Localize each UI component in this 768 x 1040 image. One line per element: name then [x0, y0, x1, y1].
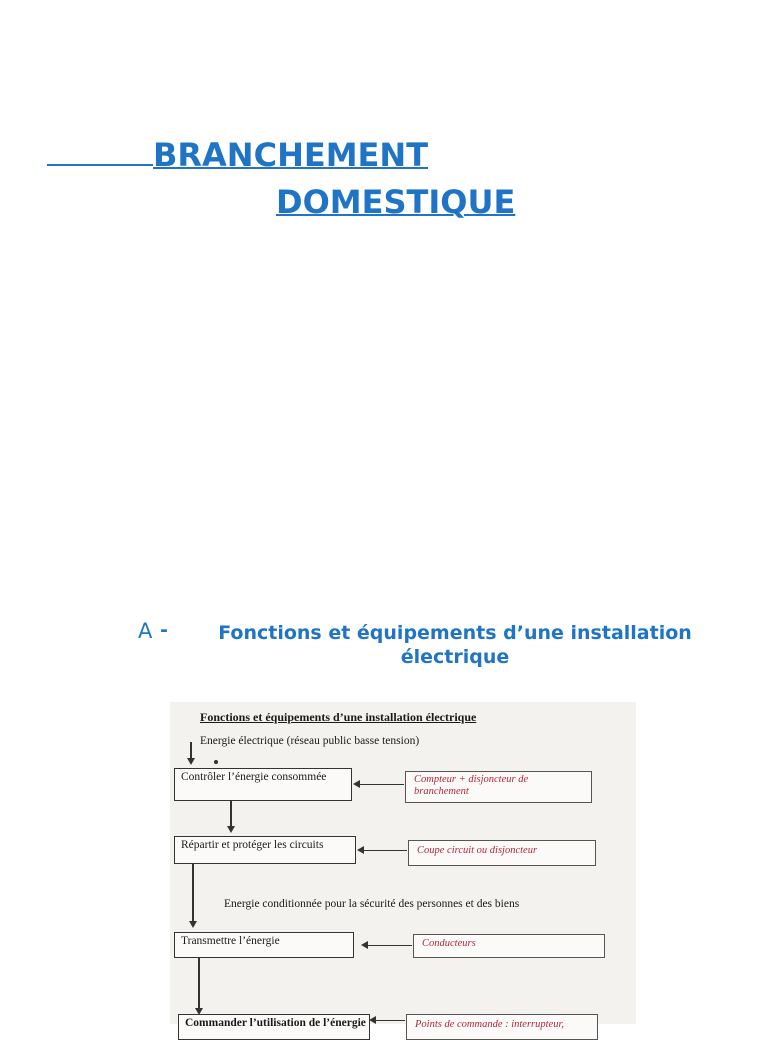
flow-line	[230, 800, 232, 828]
function-label: Répartir et protéger les circuits	[181, 839, 324, 851]
connector-line	[376, 1020, 405, 1021]
section-letter: A	[138, 619, 153, 643]
function-box	[178, 1014, 370, 1040]
function-box	[174, 932, 354, 958]
flow-line	[192, 863, 194, 923]
connector-arrow-head	[353, 780, 360, 788]
diagram-title: Fonctions et équipements d’une installation électrique	[200, 710, 477, 724]
section-dash: -	[160, 619, 168, 641]
title-line-2: DOMESTIQUE	[276, 183, 516, 221]
connector-arrow-head	[361, 941, 368, 949]
function-label: Transmettre l’énergie	[181, 935, 280, 947]
equipment-label: Compteur + disjoncteur de branchement	[414, 774, 529, 797]
connector-line	[364, 850, 407, 851]
equipment-label: Coupe circuit ou disjoncteur	[417, 845, 538, 856]
connector-line	[368, 945, 412, 946]
title-line-1	[47, 136, 428, 174]
diagram-image	[170, 702, 636, 1030]
diagram-input-label: Energie électrique (réseau public basse tension)	[200, 735, 420, 747]
connector-arrow-head	[357, 846, 364, 854]
connector-line	[360, 784, 404, 785]
equipment-box	[408, 840, 596, 866]
equipment-label: Conducteurs	[422, 938, 476, 949]
connector-arrow-head	[369, 1016, 376, 1024]
function-box	[174, 768, 352, 801]
flow-arrow-head	[189, 921, 197, 928]
section-title: Fonctions et équipements d’une installation électrique	[218, 622, 692, 668]
equipment-box	[413, 934, 605, 958]
equipment-box	[406, 1014, 598, 1040]
function-label: Commander l’utilisation de l’énergie	[185, 1017, 366, 1029]
equipment-box	[405, 771, 592, 803]
function-label: Contrôler l’énergie consommée	[181, 771, 327, 783]
title-underline-lead	[47, 136, 153, 166]
equipment-label: Points de commande : interrupteur,	[415, 1019, 565, 1030]
input-arrow-head	[187, 758, 195, 765]
flow-line	[198, 958, 200, 1010]
diagram-conditioned-label: Energie conditionnée pour la sécurité des personnes et des biens	[224, 898, 520, 910]
diagram-dot	[214, 760, 218, 764]
flow-arrow-head	[227, 826, 235, 833]
title-text-1: BRANCHEMENT	[153, 136, 429, 174]
function-box	[174, 836, 356, 864]
